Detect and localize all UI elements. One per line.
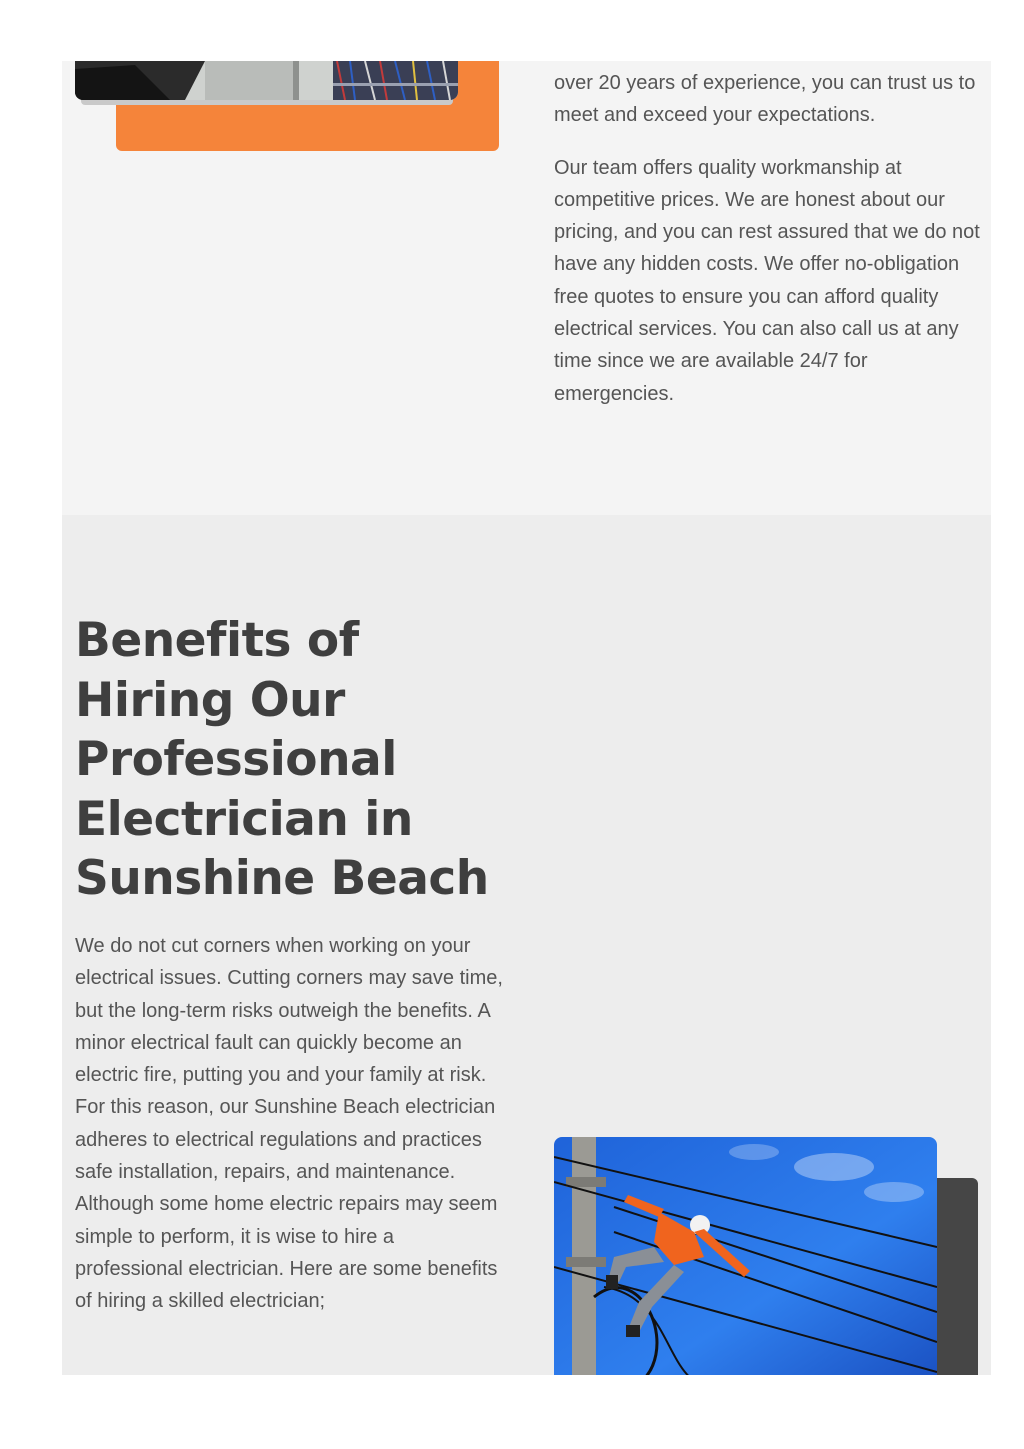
- about-paragraph-1: over 20 years of experience, you can trust us to meet and exceed your expectations.: [554, 72, 976, 127]
- about-text: [554, 67, 982, 430]
- electrician-on-pole-photo: [554, 1137, 937, 1375]
- electrical-panel-photo: [75, 61, 458, 100]
- about-section: [62, 61, 991, 515]
- benefits-heading: Benefits of Hiring Our Professional Electrician in Sunshine Beach: [75, 613, 489, 906]
- benefits-body: We do not cut corners when working on your electrical issues. Cutting corners may save time, but the long-term risks outweigh the benefits. A minor electrical fault can quickly become an electric fire, putting you and your family at risk. For this reason, our Sunshine Beach electrician adheres to electrical regulations and practices safe installation, repairs, and maintenance. Although some home electric repairs may seem simple to perform, it is wise to hire a professional electrician. Here are some benefits of hiring a skilled electrician;: [75, 935, 503, 1313]
- benefits-section: [62, 515, 991, 1375]
- about-paragraph-2: Our team offers quality workmanship at competitive prices. We are honest about our pricing, and you can rest assured that we do not have any hidden costs. We offer no-obligation free quotes to ensure you can afford quality electrical services. You can also call us at any time since we are available 24/7 for emergencies.: [554, 156, 980, 405]
